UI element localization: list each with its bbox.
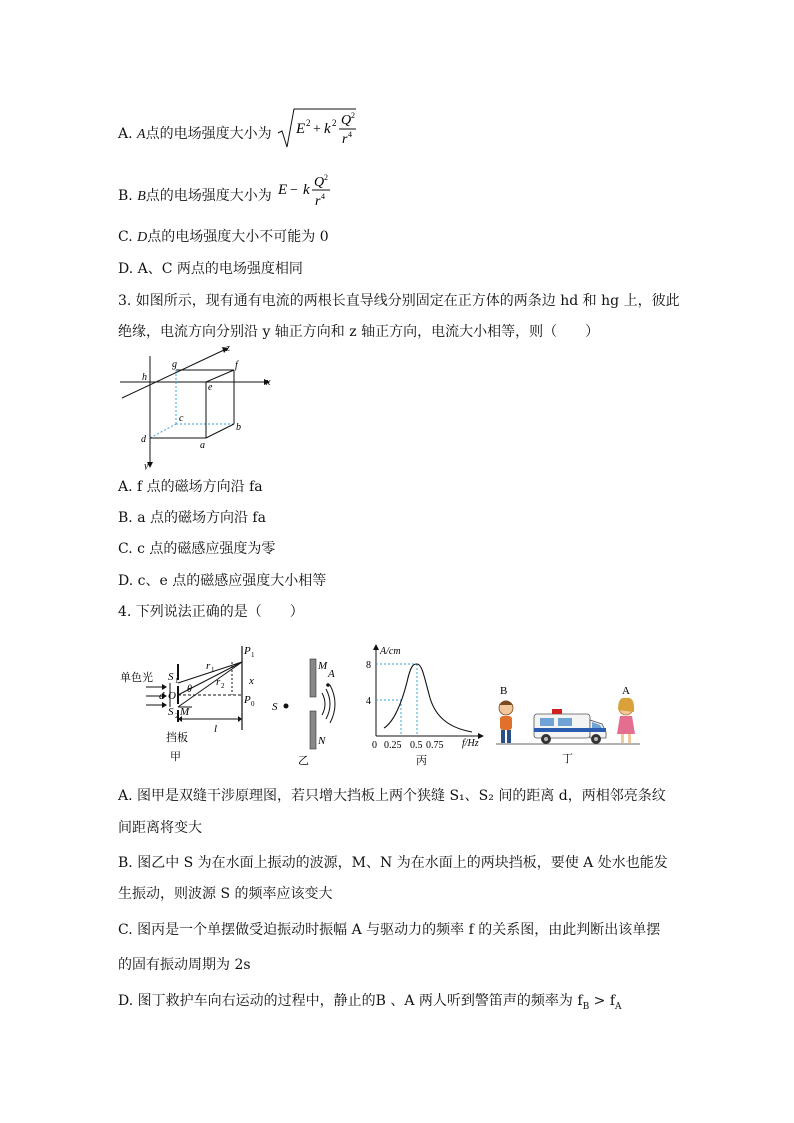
q3-stem-line2: 绝缘，电流方向分别沿 y 轴正方向和 z 轴正方向，电流大小相等，则（ ） [118, 324, 600, 340]
q2-optB-formula [276, 168, 336, 212]
svg-text:A: A [622, 685, 630, 697]
svg-text:1: 1 [211, 666, 215, 674]
svg-text:M: M [180, 706, 190, 718]
q4-option-b-line2: 生振动，则波源 S 的频率应该变大 [118, 886, 333, 902]
svg-text:丁: 丁 [562, 752, 573, 765]
q2-optA-formula [276, 105, 358, 151]
svg-text:x: x [249, 675, 254, 687]
q4-option-a-line1: A. 图甲是双缝干涉原理图，若只增大挡板上两个狭缝 S₁、S₂ 间的距离 d，两相邻亮条纹 [118, 788, 666, 804]
svg-text:r: r [342, 132, 348, 147]
svg-text:A: A [328, 668, 335, 680]
q4-option-b-line1: B. 图乙中 S 为在水面上振动的波源，M、N 为在水面上的两块挡板，要使 A 处水也能发 [118, 855, 668, 871]
svg-text:挡板: 挡板 [166, 731, 188, 744]
q3-option-c: C. c 点的磁感应强度为零 [118, 541, 276, 557]
svg-text:4: 4 [366, 696, 371, 707]
ambulance-icon [534, 709, 606, 744]
svg-text:2: 2 [306, 118, 311, 128]
label-y: y [144, 461, 149, 470]
q4-option-d: D. 图丁救护车向右运动的过程中，静止的B 、A 两人听到警笛声的频率为 $f_B > f_A$ [118, 993, 622, 1012]
label-x: x [266, 377, 271, 388]
svg-text:2: 2 [324, 173, 329, 182]
svg-text:乙: 乙 [298, 754, 309, 766]
label-h: h [142, 372, 147, 383]
fig-ding-ambulance [492, 680, 642, 766]
q4-option-c-line1: C. 图丙是一个单摆做受迫振动时振幅 A 与驱动力的频率 f 的关系图，由此判断出该单摆 [118, 922, 661, 938]
svg-text:2: 2 [332, 118, 337, 128]
fig-bing-resonance-chart [360, 642, 490, 766]
svg-text:B: B [500, 685, 508, 697]
svg-text:单色光: 单色光 [120, 671, 153, 684]
svg-text:N: N [318, 735, 326, 747]
svg-text:r: r [216, 676, 221, 688]
svg-text:E: E [278, 182, 288, 198]
svg-text:0.5: 0.5 [410, 740, 423, 751]
label-d: d [141, 434, 146, 445]
q4-option-c-line2: 的固有振动周期为 2s [118, 957, 251, 973]
svg-text:4: 4 [348, 130, 353, 139]
label-f: f [235, 360, 238, 371]
svg-text:k: k [324, 121, 331, 137]
svg-text:4: 4 [321, 192, 326, 201]
svg-text:r: r [206, 660, 211, 672]
label-z: z [226, 343, 230, 354]
fig-jia-double-slit [118, 640, 270, 766]
q4-option-a-line2: 间距离将变大 [118, 820, 202, 836]
label-e: e [208, 382, 213, 393]
svg-text:1: 1 [175, 677, 179, 685]
svg-text:−: − [290, 183, 299, 198]
label-c: c [179, 413, 184, 424]
svg-text:l: l [214, 723, 218, 735]
q2-option-c: C. D点的电场强度大小不可能为 0 [118, 229, 329, 245]
svg-text:f/Hz: f/Hz [462, 738, 479, 749]
svg-text:P: P [244, 694, 251, 706]
svg-text:S: S [272, 701, 278, 713]
svg-text:M: M [318, 660, 328, 672]
svg-text:S: S [168, 706, 174, 718]
svg-text:1: 1 [251, 651, 255, 659]
svg-text:0: 0 [372, 740, 377, 751]
svg-text:甲: 甲 [170, 750, 181, 763]
svg-text:0: 0 [251, 700, 255, 708]
q4-stem: 4. 下列说法正确的是（ ） [118, 604, 304, 620]
q3-option-b: B. a 点的磁场方向沿 fa [118, 510, 266, 526]
svg-text:E: E [296, 121, 306, 137]
svg-text:k: k [303, 182, 310, 198]
q3-option-d: D. c、e 点的磁感应强度大小相等 [118, 573, 327, 589]
person-a-icon [617, 698, 635, 743]
svg-text:S: S [168, 671, 174, 683]
svg-text:2: 2 [351, 111, 356, 120]
svg-text:8: 8 [366, 660, 371, 671]
svg-text:r: r [315, 194, 321, 209]
svg-text:0.75: 0.75 [426, 740, 444, 751]
label-g: g [172, 359, 177, 370]
person-b-icon [499, 701, 513, 744]
svg-text:+: + [313, 122, 321, 137]
svg-text:2: 2 [175, 712, 179, 720]
q2-option-a: A. A点的电场强度大小为 E 2 + k 2 Q 2 r 4 [118, 117, 358, 151]
label-b: b [236, 422, 241, 433]
svg-text:Q: Q [341, 113, 352, 128]
q3-stem-line1: 3. 如图所示，现有通有电流的两根长直导线分别固定在正方体的两条边 hd 和 hg 上，彼此 [118, 293, 680, 309]
q3-option-a: A. f 点的磁场方向沿 fa [118, 479, 263, 495]
q2-option-b: B. B点的电场强度大小为 E − k Q 2 r 4 [118, 180, 336, 212]
svg-text:P: P [244, 645, 251, 657]
q3-cube-figure [118, 342, 278, 470]
fig-yi-wave-slit [270, 655, 350, 766]
svg-text:O: O [168, 690, 176, 702]
svg-text:d: d [159, 690, 165, 702]
svg-text:A/cm: A/cm [380, 646, 401, 657]
q2-option-d: D. A、C 两点的电场强度相同 [118, 261, 303, 277]
label-a: a [200, 440, 205, 451]
svg-text:0.25: 0.25 [384, 740, 402, 751]
svg-text:丙: 丙 [416, 754, 427, 766]
svg-text:2: 2 [221, 682, 225, 690]
svg-text:θ: θ [187, 684, 192, 695]
svg-text:Q: Q [314, 175, 325, 190]
